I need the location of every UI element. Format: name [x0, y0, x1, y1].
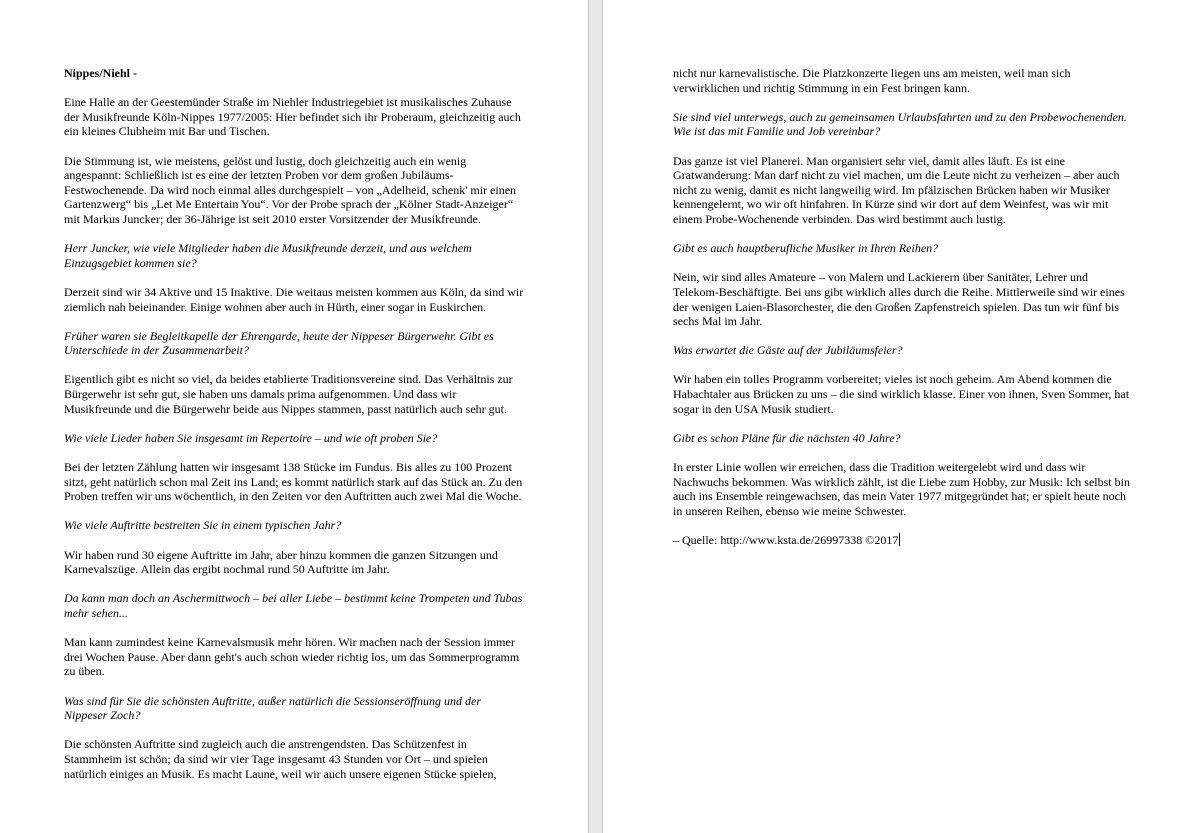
article-heading[interactable]: Nippes/Niehl - [64, 66, 138, 80]
interview-question[interactable]: Herr Juncker, wie viele Mitglieder haben die Musikfreunde derzeit, und aus welchem Einzugsgebiet kommen sie? [64, 241, 472, 270]
document-page-2[interactable] [603, 0, 1194, 833]
interview-answer[interactable]: Bei der letzten Zählung hatten wir insgesamt 138 Stücke im Fundus. Bis alles zu 100 Prozent sitzt, geht natürlich schon mal Zeit ins Land; es kommt natürlich stark auf das Stück an. Zu den Proben treffen wir uns wöchentlich, in den Zeiten vor den Auftritten auch zwei Mal die Woche. [64, 460, 523, 504]
source-line[interactable] [673, 533, 1133, 548]
interview-answer[interactable]: Nein, wir sind alles Amateure – von Malern und Lackierern über Sanitäter, Lehrer und Telekom-Beschäftigte. Bei uns gibt wirklich alles durch die Reihe. Mittlerweile sind wir eines der wenigen Laien-Blasorchester, die den Großen Zapfenstreich spielen. Das tun wir fünf bis sechs Mal im Jahr. [673, 270, 1125, 329]
interview-answer[interactable]: Das ganze ist viel Planerei. Man organisiert sehr viel, damit alles läuft. Es ist eine Gratwanderung: Man darf nicht zu viel machen, um die Leute nicht zu verheizen – aber auch nicht zu wenig, damit es nicht langweilig wird. Im pfälzischen Brücken haben wir Musiker kennengelernt, wo wir oft hinfahren. In Kürze sind wir dort auf dem Weinfest, was wir mit einem Probe-Wochenende verbinden. Das wird bestimmt auch lustig. [673, 153, 1120, 226]
interview-question[interactable]: Früher waren sie Begleitkapelle der Ehrengarde, heute der Nippeser Bürgerwehr. Gibt es Unterschiede in der Zusammenarbeit? [64, 328, 494, 358]
document-page-1[interactable] [0, 0, 588, 833]
interview-answer[interactable]: Derzeit sind wir 34 Aktive und 15 Inaktive. Die weitaus meisten kommen aus Köln, da sind wir ziemlich nah beieinander. Einige wohnen aber auch in Hürth, einer sogar in Euskirchen. [64, 284, 524, 314]
interview-question[interactable]: Wie viele Auftritte bestreiten Sie in einem typischen Jahr? [64, 518, 342, 533]
interview-question[interactable]: Gibt es auch hauptberufliche Musiker in Ihren Reihen? [673, 241, 939, 256]
interview-question[interactable]: Was sind für Sie die schönsten Auftritte, außer natürlich die Sessionseröffnung und der Nippeser Zoch? [64, 693, 481, 723]
interview-answer[interactable]: Wir haben rund 30 eigene Auftritte im Jahr, aber hinzu kommen die ganzen Sitzungen und Karnevalszüge. Allein das ergibt nochmal rund 50 Auftritte im Jahr. [64, 547, 498, 577]
text-cursor [899, 533, 900, 546]
source-text: – Quelle: http://www.ksta.de/26997338 ©2017 [673, 533, 899, 547]
intro-paragraph[interactable]: Eine Halle an der Geestemünder Straße im Niehler Industriegebiet ist musikalisches Zuhause der Musikfreunde Köln-Nippes 1977/2005: Hier befindet sich ihr Proberaum, gleichzeitig auch ein kleines Clubheim mit Bar und Tischen. [64, 95, 521, 139]
interview-answer[interactable]: Die schönsten Auftritte sind zugleich auch die anstrengendsten. Das Schützenfest in Stammheim ist schön; da sind wir vier Tage insgesamt 43 Stunden vor Ort – und spielen natürlich einiges an Musik. Es macht Laune, weil wir auch unsere eigenen Stücke spielen, [64, 737, 497, 781]
body-paragraph[interactable]: Die Stimmung ist, wie meistens, gelöst und lustig, doch gleichzeitig auch ein wenig angespannt: Schließlich ist es eine der letzten Proben vor dem großen Jubiläums-Festwochenende. Da wird noch einmal alles durchgespielt – von „Adelheid, schenk' mir einen Gartenzwerg“ bis „Let Me Entertain You“. Vor der Probe sprach der „Kölner Stadt-Anzeiger“ mit Markus Juncker; der 36-Jährige ist seit 2010 erster Vorsitzender der Musikfreunde. [64, 153, 517, 226]
page-2-text-body[interactable] [673, 66, 1133, 562]
interview-question[interactable]: Was erwartet die Gäste auf der Jubiläumsfeier? [673, 343, 903, 358]
interview-question[interactable]: Wie viele Lieder haben Sie insgesamt im Repertoire – und wie oft proben Sie? [64, 430, 438, 445]
interview-question[interactable]: Gibt es schon Pläne für die nächsten 40 Jahre? [673, 430, 901, 445]
interview-answer[interactable]: Eigentlich gibt es nicht so viel, da beides etablierte Traditionsvereine sind. Das Verhältnis zur Bürgerwehr ist sehr gut, sie haben uns damals prima aufgenommen. Und dass wir Musikfreunde und die Bürgerwehr beide aus Nippes stammen, passt natürlich auch sehr gut. [64, 372, 513, 416]
page-separator [588, 0, 603, 833]
interview-answer-continued[interactable]: nicht nur karnevalistische. Die Platzkonzerte liegen uns am meisten, weil man sich verwirklichen und richtig Stimmung in ein Fest bringen kann. [673, 66, 1071, 95]
interview-answer[interactable]: Man kann zumindest keine Karnevalsmusik mehr hören. Wir machen nach der Session immer drei Wochen Pause. Aber dann geht's auch schon wieder richtig los, um das Sommerprogramm zu üben. [64, 635, 520, 679]
interview-answer[interactable]: Wir haben ein tolles Programm vorbereitet; vieles ist noch geheim. Am Abend kommen die Habachtaler aus Brücken zu uns – die sind wirklich klasse. Einer von ihnen, Sven Sommer, hat sogar in den USA Musik studiert. [673, 372, 1130, 416]
page-1-text-body[interactable] [64, 66, 526, 796]
interview-question[interactable]: Sie sind viel unterwegs, auch zu gemeinsamen Urlaubsfahrten und zu den Probewochenenden. Wie ist das mit Familie und Job vereinbar? [673, 109, 1127, 139]
interview-answer[interactable]: In erster Linie wollen wir erreichen, dass die Tradition weitergelebt wird und dass wir Nachwuchs bekommen. Was wirklich zählt, ist die Liebe zum Hobby, zur Musik: Ich selbst bin auch ins Ensemble reingewachsen, das mein Vater 1977 mitgegründet hat; er spielt heute noch in unseren Reihen, ebenso wie meine Schwester. [673, 460, 1130, 518]
interview-question[interactable]: Da kann man doch an Aschermittwoch – bei aller Liebe – bestimmt keine Trompeten und Tubas mehr sehen... [64, 591, 523, 620]
